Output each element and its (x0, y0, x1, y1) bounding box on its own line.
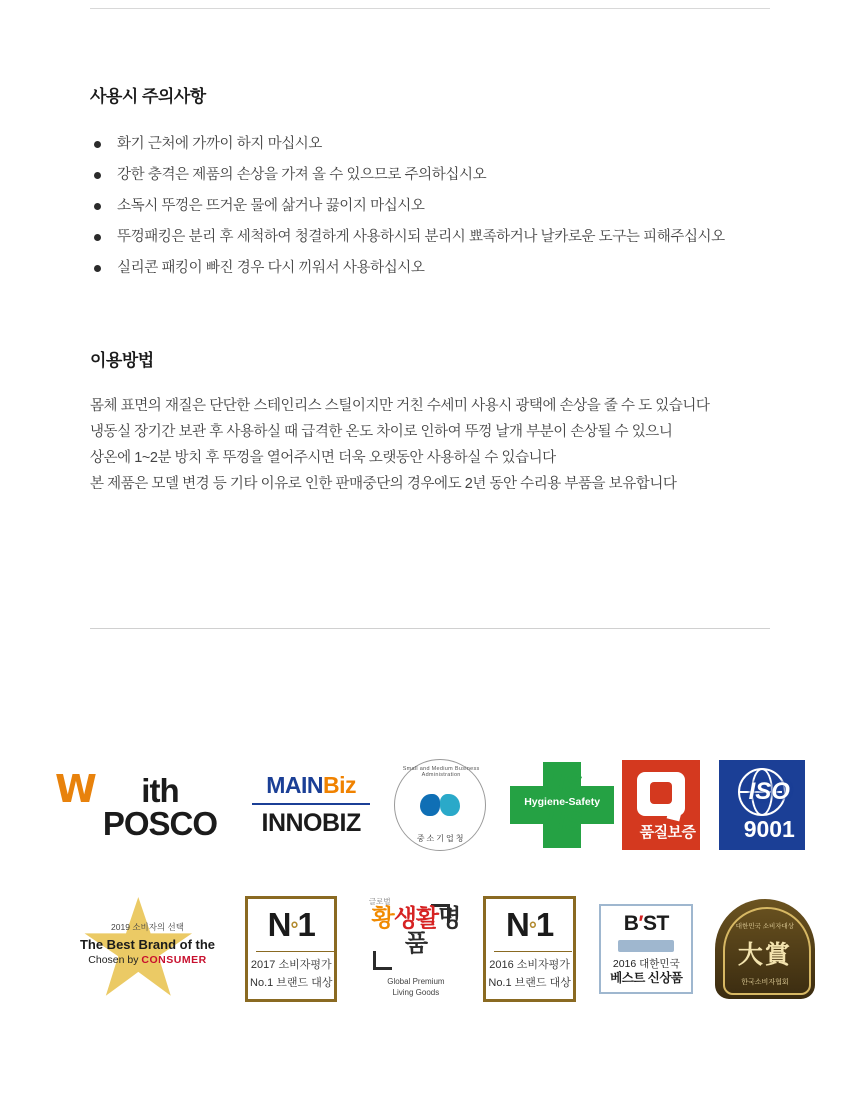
no1-2017-caption: No.1 브랜드 대상 (250, 977, 333, 989)
hygiene-safety-label: Hygiene-Safety (524, 795, 601, 808)
caution-item-text: 강한 충격은 제품의 손상을 가져 올 수 있으므로 주의하십시오 (117, 167, 487, 183)
bullet-icon (94, 203, 101, 210)
no1-mark: N°1 (267, 906, 315, 943)
top-divider (90, 8, 770, 9)
no1-2016-caption: No.1 브랜드 대상 (488, 977, 571, 989)
cert-consumer-choice-star (55, 899, 222, 999)
sme-arc-text: Small and Medium Business Administration (402, 765, 480, 778)
list-item (90, 222, 780, 253)
consumer-star-brand: CONSUMER (141, 954, 207, 966)
section-divider (90, 628, 770, 629)
usage-line: 냉동실 장기간 보관 후 사용하실 때 급격한 온도 차이로 인하여 뚜껑 날개 부분이 손상될 수 있으니 (90, 424, 673, 440)
iso-number: 9001 (743, 815, 795, 842)
list-item (90, 160, 780, 191)
best-word-label: B′ST (623, 912, 669, 935)
caution-item-text: 화기 근처에 가까이 하지 마십시오 (117, 136, 323, 152)
caution-list (90, 129, 780, 284)
iso-label: ISO (748, 777, 790, 805)
hs-top-letters: HS (546, 767, 583, 798)
daesang-main-label: 大賞 (737, 941, 792, 969)
best-year-label: 2016 대한민국 (612, 958, 680, 970)
quality-label: 품질보증 (639, 823, 696, 841)
cert-with-posco-logo (55, 766, 223, 842)
caution-item-text: 실리콘 패킹이 빠진 경우 다시 끼워서 사용하십시오 (117, 260, 425, 276)
cert-no1-brand-2016 (483, 896, 575, 1002)
cert-iso-9001-mark (719, 760, 805, 850)
no1-mark: N°1 (506, 906, 554, 943)
innobiz-label: INNOBIZ (261, 808, 361, 837)
consumer-star-line1: 2019 소비자의 선택 (111, 922, 184, 932)
consumer-star-line2: The Best Brand of the (79, 937, 216, 952)
cert-sme-administration-seal (394, 757, 486, 852)
no1-2017-year: 2017 소비자평가 (250, 959, 332, 971)
mainbiz-biz-label: Biz (323, 772, 357, 799)
cert-global-premium-living-goods (361, 894, 460, 1004)
cert-best-new-product (599, 904, 693, 994)
bullet-icon (94, 141, 101, 148)
hs-bottom-letters: HS (546, 805, 583, 836)
usage-line: 몸체 표면의 재질은 단단한 스테인리스 스틸이지만 거친 수세미 사용시 광택에 손상을 줄 수 도 있습니다 (90, 398, 710, 414)
posco-w-icon: W (55, 766, 97, 811)
bullet-icon (94, 234, 101, 241)
usage-line: 본 제품은 모델 변경 등 기타 이유로 인한 판매중단의 경우에도 2년 동안 수리용 부품을 보유합니다 (90, 476, 677, 492)
daesang-top-label: 대한민국 소비자대상 (735, 923, 795, 930)
best-caption-label: 베스트 신상품 (610, 971, 683, 985)
bullet-icon (94, 172, 101, 179)
text-content (90, 82, 780, 497)
certification-row-2 (55, 893, 805, 1005)
list-item (90, 253, 780, 284)
usage-section (90, 346, 780, 497)
cert-no1-brand-2017 (245, 896, 337, 1002)
list-item (90, 191, 780, 222)
consumer-star-line3 (55, 954, 240, 966)
bullet-icon (94, 265, 101, 272)
cert-consumer-grand-prize (715, 899, 805, 999)
cert-hygiene-safety-logo (510, 762, 599, 848)
usage-lines (90, 393, 780, 497)
sme-bottom-label: 중소기업청 (416, 833, 466, 843)
sme-emblem-icon (420, 792, 460, 818)
cert-quality-assurance-mark (622, 760, 701, 850)
caution-item-text: 뚜껑패킹은 분리 후 세척하여 청결하게 사용하시되 분리시 뾰족하거나 날카로운 도구는 피해주십시오 (117, 229, 725, 245)
living-korean-label: 황생활명품 (371, 905, 461, 957)
cert-mainbiz-innobiz-logo (252, 771, 370, 838)
mainbiz-main-label: MAIN (266, 772, 324, 799)
posco-label: ith POSCO (102, 771, 218, 842)
caution-item-text: 소독시 뚜껑은 뜨거운 물에 삶거나 끓이지 마십시오 (117, 198, 425, 214)
usage-line: 상온에 1~2분 방치 후 뚜껑을 열어주시면 더욱 오랫동안 사용하실 수 있습니다 (90, 450, 556, 466)
mainbiz-divider (252, 803, 370, 805)
certification-row-1 (55, 752, 805, 857)
consumer-star-line3-pre: Chosen by (88, 954, 142, 966)
no1-2016-year: 2016 소비자평가 (489, 959, 570, 971)
caution-section-title: 사용시 주의사항 (90, 87, 206, 106)
living-english-label: Global Premium Living Goods (387, 977, 445, 997)
usage-section-title: 이용방법 (90, 351, 154, 370)
podium-icon (618, 940, 674, 952)
living-global-label: 글로벌 (368, 897, 391, 906)
list-item (90, 129, 780, 160)
daesang-bottom-label: 한국소비자협회 (741, 979, 789, 986)
sme-seal-circle (394, 759, 486, 851)
